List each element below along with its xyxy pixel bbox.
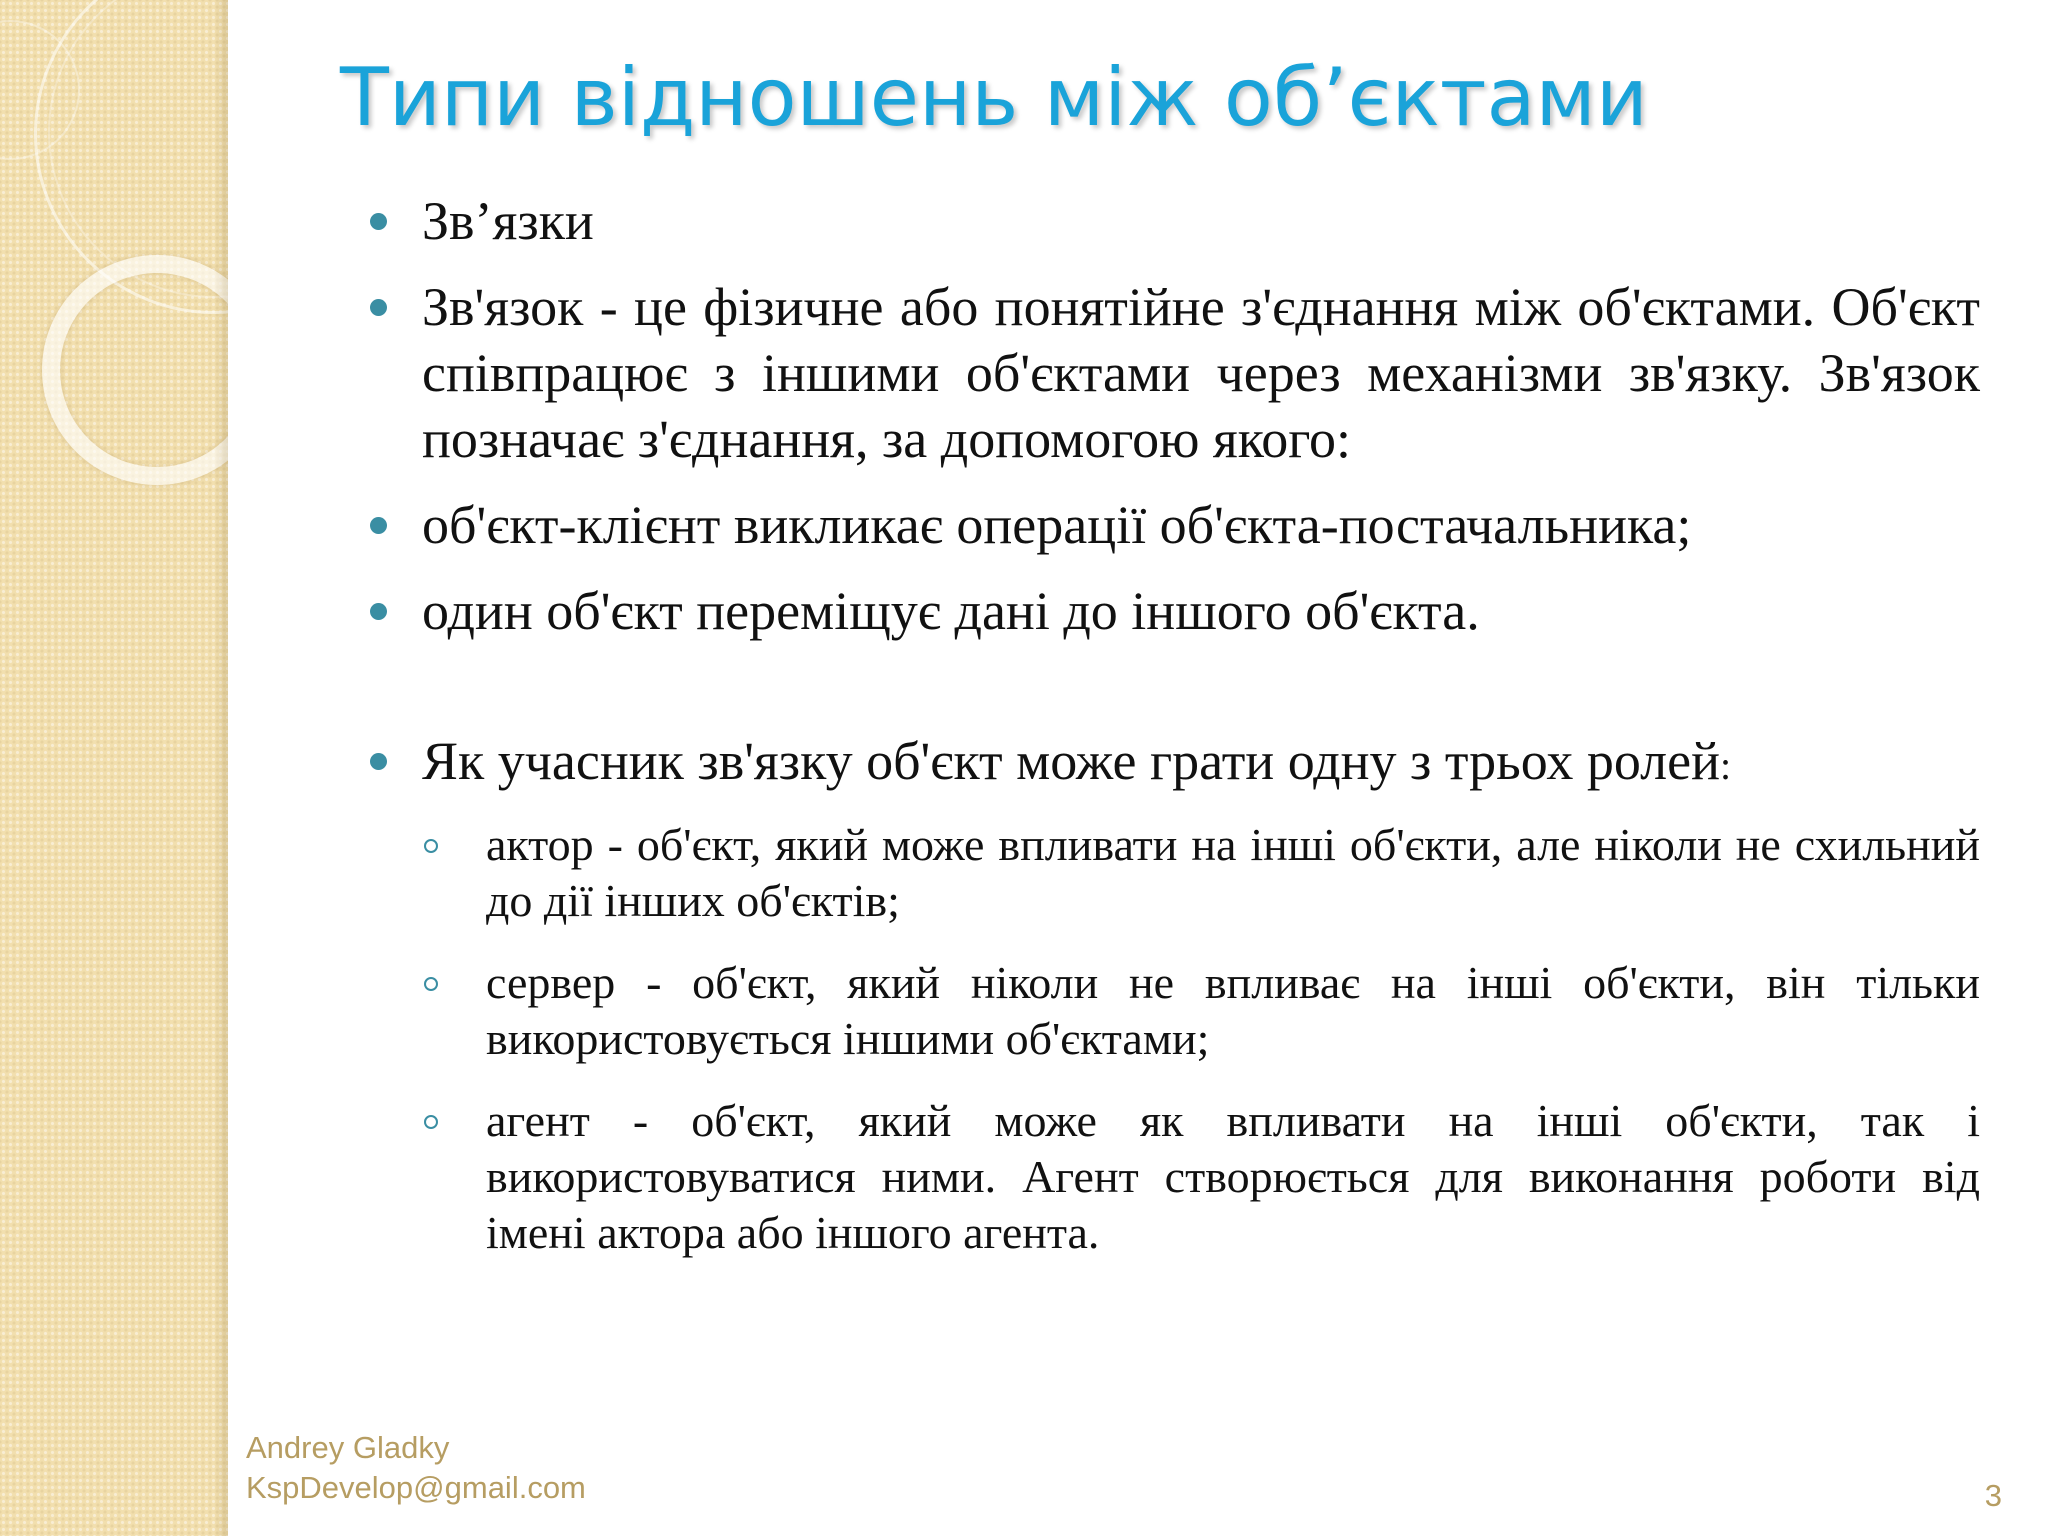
bullet-dot-icon [370, 517, 387, 534]
bullet-text: Зв'язок - це фізичне або понятійне з'єднання між об'єктами. Об'єкт співпрацює з іншими об'єктами через механізми зв'язку. Зв'язок позначає з'єднання, за допомогою якого: [422, 277, 1980, 469]
footer [246, 1428, 586, 1508]
sub-bullet-item [360, 955, 1980, 1067]
sub-bullet-text: сервер - об'єкт, який ніколи не впливає на інші об'єкти, він тільки використовується іншими об'єктами; [486, 957, 1980, 1064]
decorative-sidebar [0, 0, 228, 1536]
sub-bullet-text: актор - об'єкт, який може впливати на інші об'єкти, але ніколи не схильний до дії інших об'єктів; [486, 819, 1980, 926]
bullet-ring-icon [424, 977, 438, 991]
footer-author: Andrey Gladky [246, 1430, 450, 1465]
sub-bullet-item [360, 1093, 1980, 1261]
bullet-item [360, 188, 1980, 254]
sub-bullet-item [360, 817, 1980, 929]
bullet-item [360, 578, 1980, 644]
slide-title: Типи відношень між об’єктами [340, 51, 1648, 144]
bullet-ring-icon [424, 839, 438, 853]
bullet-item [360, 728, 1980, 799]
bullet-dot-icon [370, 753, 387, 770]
footer-email: KspDevelop@gmail.com [246, 1470, 586, 1505]
bullet-dot-icon [370, 603, 387, 620]
bullet-ring-icon [424, 1115, 438, 1129]
page-number: 3 [1984, 1478, 2002, 1513]
bullet-text: об'єкт-клієнт викликає операції об'єкта-постачальника; [422, 495, 1692, 555]
bullet-dot-icon [370, 213, 387, 230]
decorative-ring-icon [42, 255, 228, 485]
bullet-item [360, 274, 1980, 472]
bullet-text: Як учасник зв'язку об'єкт може грати одну з трьох ролей [422, 731, 1720, 791]
bullet-item [360, 492, 1980, 558]
sidebar-shadow [214, 0, 228, 1536]
sub-bullet-text: агент - об'єкт, який може як впливати на інші об'єкти, так і використовуватися ними. Агент створюється для виконання роботи від імені актора або іншого агента. [486, 1095, 1980, 1258]
slide-content [360, 188, 1980, 1261]
bullet-text: Зв’язки [422, 191, 594, 251]
bullet-text-suffix: : [1719, 743, 1732, 788]
bullet-dot-icon [370, 299, 387, 316]
decorative-ring-icon [48, 0, 228, 298]
bullet-text: один об'єкт переміщує дані до іншого об'єкта. [422, 581, 1480, 641]
